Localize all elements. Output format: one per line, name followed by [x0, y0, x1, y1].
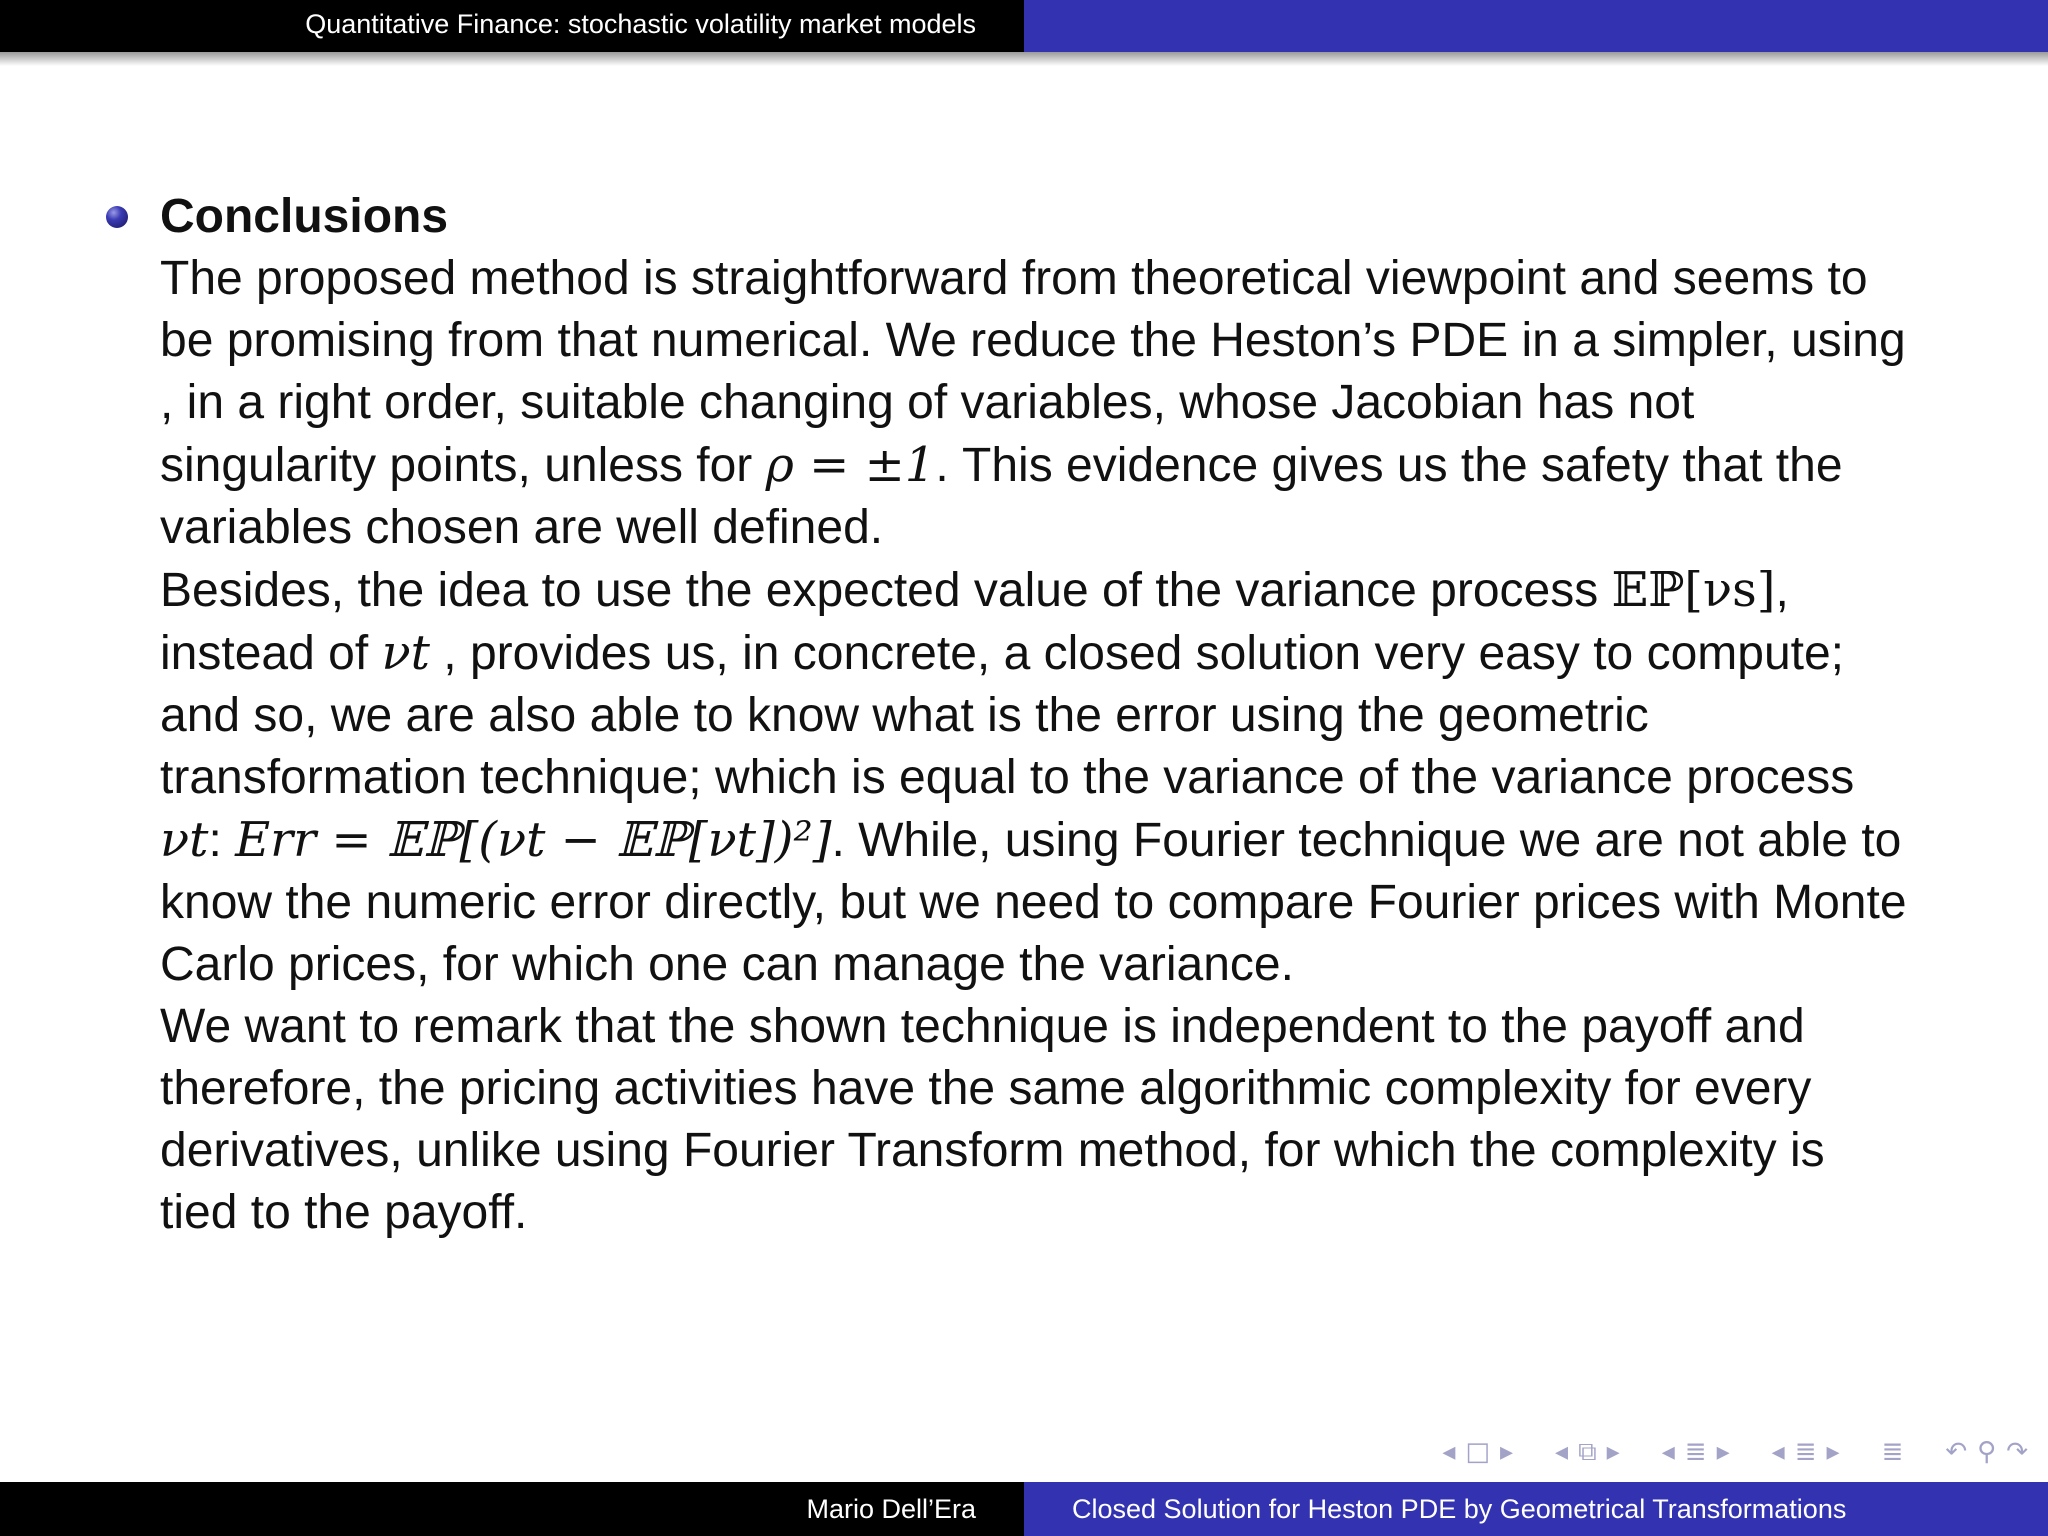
- error-formula: Err = 𝔼ℙ[(νt − 𝔼ℙ[νt])²]: [235, 812, 832, 868]
- nav-prev-section-icon[interactable]: ◂: [1661, 1437, 1675, 1467]
- header-shadow: [0, 52, 2048, 66]
- nav-part-icon[interactable]: ≣: [1794, 1437, 1817, 1467]
- nav-next-frame-icon[interactable]: ▸: [1499, 1437, 1514, 1467]
- paragraph-2-text-d: :: [208, 814, 236, 867]
- paragraph-2-text-c: , provides us, in concrete, a closed solution very easy to compute; and so, we are also able to know what is the error using the geometric transformation technique; which is equal to the variance of the variance process: [160, 627, 1855, 804]
- paragraph-3: We want to remark that the shown technique is independent to the payoff and therefore, the pricing activities have the same algorithmic complexity for every derivatives, unlike using Fourier Transform method, for which the complexity is tied to the payoff.: [160, 1000, 1825, 1239]
- variance-nu-t-formula-2: νt: [160, 812, 209, 868]
- nav-subsection-icon[interactable]: ⧉: [1578, 1436, 1597, 1467]
- paragraph-1-text-b: . This evidence gives us the safety that the variables chosen are well defined.: [160, 439, 1843, 554]
- nav-search-icon[interactable]: ⚲: [1977, 1437, 1997, 1467]
- paragraph-1: [160, 248, 1910, 559]
- nav-next-subsection-icon[interactable]: ▸: [1606, 1437, 1620, 1467]
- nav-prev-frame-icon[interactable]: ◂: [1442, 1437, 1456, 1467]
- bullet-icon: [106, 206, 128, 228]
- nav-prev-subsection-icon[interactable]: ◂: [1555, 1437, 1569, 1467]
- beamer-navigation-bar: [1442, 1434, 2028, 1470]
- paragraph-2-text-e: . While, using Fourier technique we are not able to know the numeric error directly, but we need to compare Fourier prices with Monte Carlo prices, for which one can manage the variance.: [160, 814, 1907, 991]
- header-accent-bar: [1024, 0, 2048, 52]
- nav-next-section-icon[interactable]: ▸: [1716, 1437, 1730, 1467]
- paragraph-2: [160, 559, 1910, 996]
- presentation-title: Quantitative Finance: stochastic volatility market models: [0, 0, 1024, 52]
- paragraph-2-text-b: , instead of: [160, 564, 1789, 680]
- footer-author: Mario Dell’Era: [0, 1482, 1024, 1536]
- nav-frame-icon[interactable]: □: [1465, 1437, 1490, 1467]
- expected-variance-formula: 𝔼ℙ[νs]: [1611, 562, 1776, 618]
- slide-header: [0, 0, 2048, 52]
- variance-nu-t-formula: νt: [381, 625, 430, 681]
- slide-content: [160, 186, 1910, 1244]
- nav-forward-icon[interactable]: ↷: [2006, 1437, 2028, 1467]
- rho-condition-formula: ρ = ±1: [765, 437, 936, 493]
- nav-section-icon[interactable]: ≣: [1684, 1437, 1707, 1467]
- footer-talk-title: Closed Solution for Heston PDE by Geometrical Transformations: [1024, 1482, 2048, 1536]
- nav-prev-part-icon[interactable]: ◂: [1771, 1437, 1785, 1467]
- slide-footer: [0, 1482, 2048, 1536]
- paragraph-1-text-a: The proposed method is straightforward from theoretical viewpoint and seems to be promising from that numerical. We reduce the Heston’s PDE in a simpler, using , in a right order, suitable changing of variables, whose Jacobian has not singularity points, unless for: [160, 252, 1906, 492]
- paragraph-2-text-a: Besides, the idea to use the expected value of the variance process: [160, 564, 1612, 617]
- nav-appendix-icon[interactable]: ≣: [1881, 1437, 1904, 1467]
- nav-next-part-icon[interactable]: ▸: [1826, 1437, 1840, 1467]
- nav-back-icon[interactable]: ↶: [1945, 1437, 1968, 1467]
- section-title: Conclusions: [160, 190, 449, 243]
